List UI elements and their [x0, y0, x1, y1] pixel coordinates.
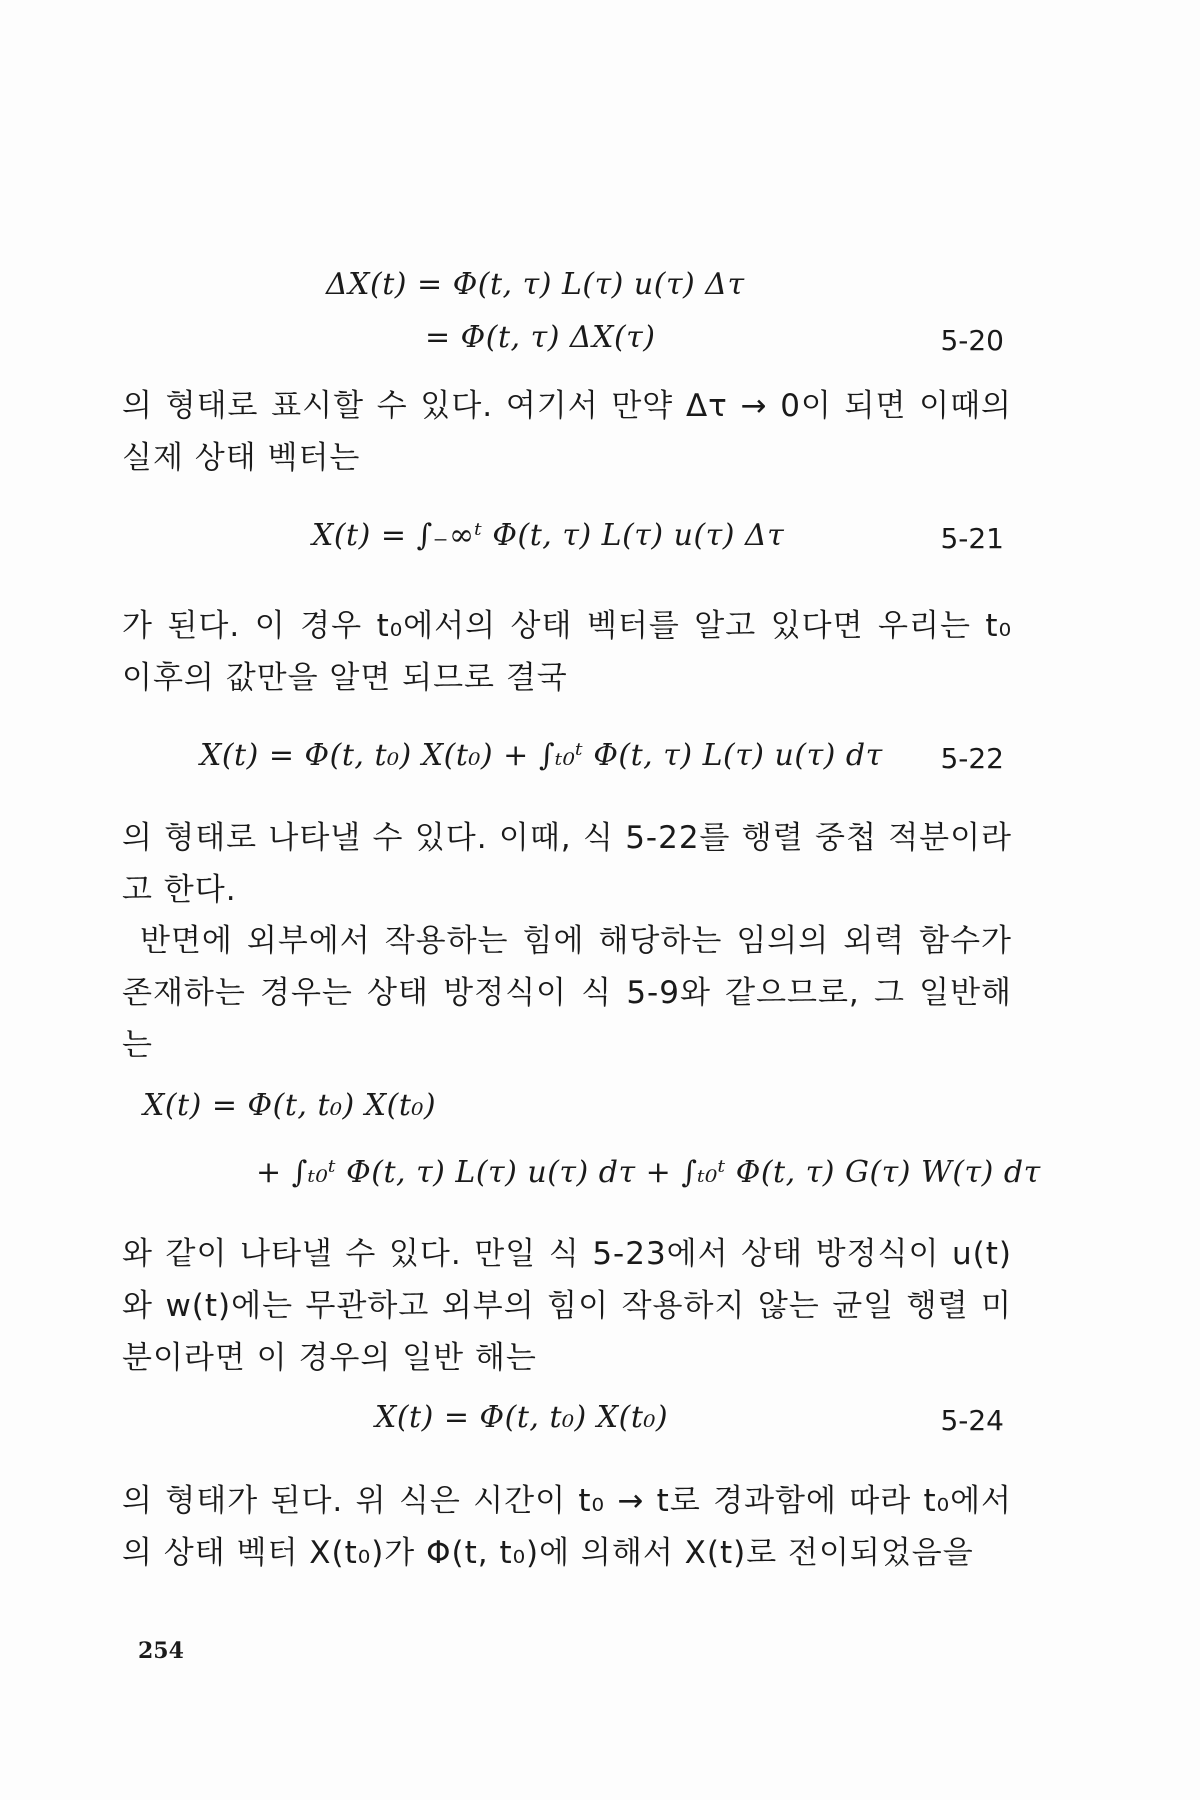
equation-5-20-line1: ΔX(t) = Φ(t, τ) L(τ) u(τ) Δτ [326, 267, 745, 302]
equation-number-5-24: 5-24 [940, 1404, 1004, 1437]
equation-number-5-22: 5-22 [940, 742, 1004, 775]
equation-number-5-20: 5-20 [940, 324, 1004, 357]
equation-number-5-21: 5-21 [940, 522, 1004, 555]
equation-5-24: X(t) = Φ(t, t₀) X(t₀) [375, 1400, 669, 1435]
paragraph-1: 의 형태로 표시할 수 있다. 여기서 만약 Δτ → 0이 되면 이때의 실제 상태 벡터는 [122, 388, 1012, 476]
page-number: 254 [138, 1638, 184, 1664]
paragraph-5: 와 같이 나타낼 수 있다. 만일 식 5-23에서 상태 방정식이 u(t)와 w(t)에는 무관하고 외부의 힘이 작용하지 않는 균일 행렬 미분이라면 이 경우의 일반 해는 [122, 1236, 1012, 1376]
paragraph-3: 의 형태로 나타낼 수 있다. 이때, 식 5-22를 행렬 중첩 적분이라고 한다. [122, 820, 1012, 908]
equation-5-23-line2: + ∫ₜ₀ᵗ Φ(t, τ) L(τ) u(τ) dτ + ∫ₜ₀ᵗ Φ(t, τ) G(τ) W(τ) dτ [256, 1155, 1041, 1190]
equation-5-22: X(t) = Φ(t, t₀) X(t₀) + ∫ₜ₀ᵗ Φ(t, τ) L(τ) u(τ) dτ [200, 738, 883, 773]
equation-5-23-line1: X(t) = Φ(t, t₀) X(t₀) [143, 1088, 437, 1123]
equation-5-21: X(t) = ∫₋∞ᵗ Φ(t, τ) L(τ) u(τ) Δτ [312, 518, 785, 553]
equation-5-20-line2: = Φ(t, τ) ΔX(τ) [425, 320, 656, 355]
paragraph-4: 반면에 외부에서 작용하는 힘에 해당하는 임의의 외력 함수가 존재하는 경우는 상태 방정식이 식 5-9와 같으므로, 그 일반해는 [122, 923, 1012, 1063]
paragraph-2: 가 된다. 이 경우 t₀에서의 상태 벡터를 알고 있다면 우리는 t₀ 이후의 값만을 알면 되므로 결국 [122, 608, 1012, 696]
paragraph-6: 의 형태가 된다. 위 식은 시간이 t₀ → t로 경과함에 따라 t₀에서의 상태 벡터 X(t₀)가 Φ(t, t₀)에 의해서 X(t)로 전이되었음을 [122, 1483, 1012, 1571]
